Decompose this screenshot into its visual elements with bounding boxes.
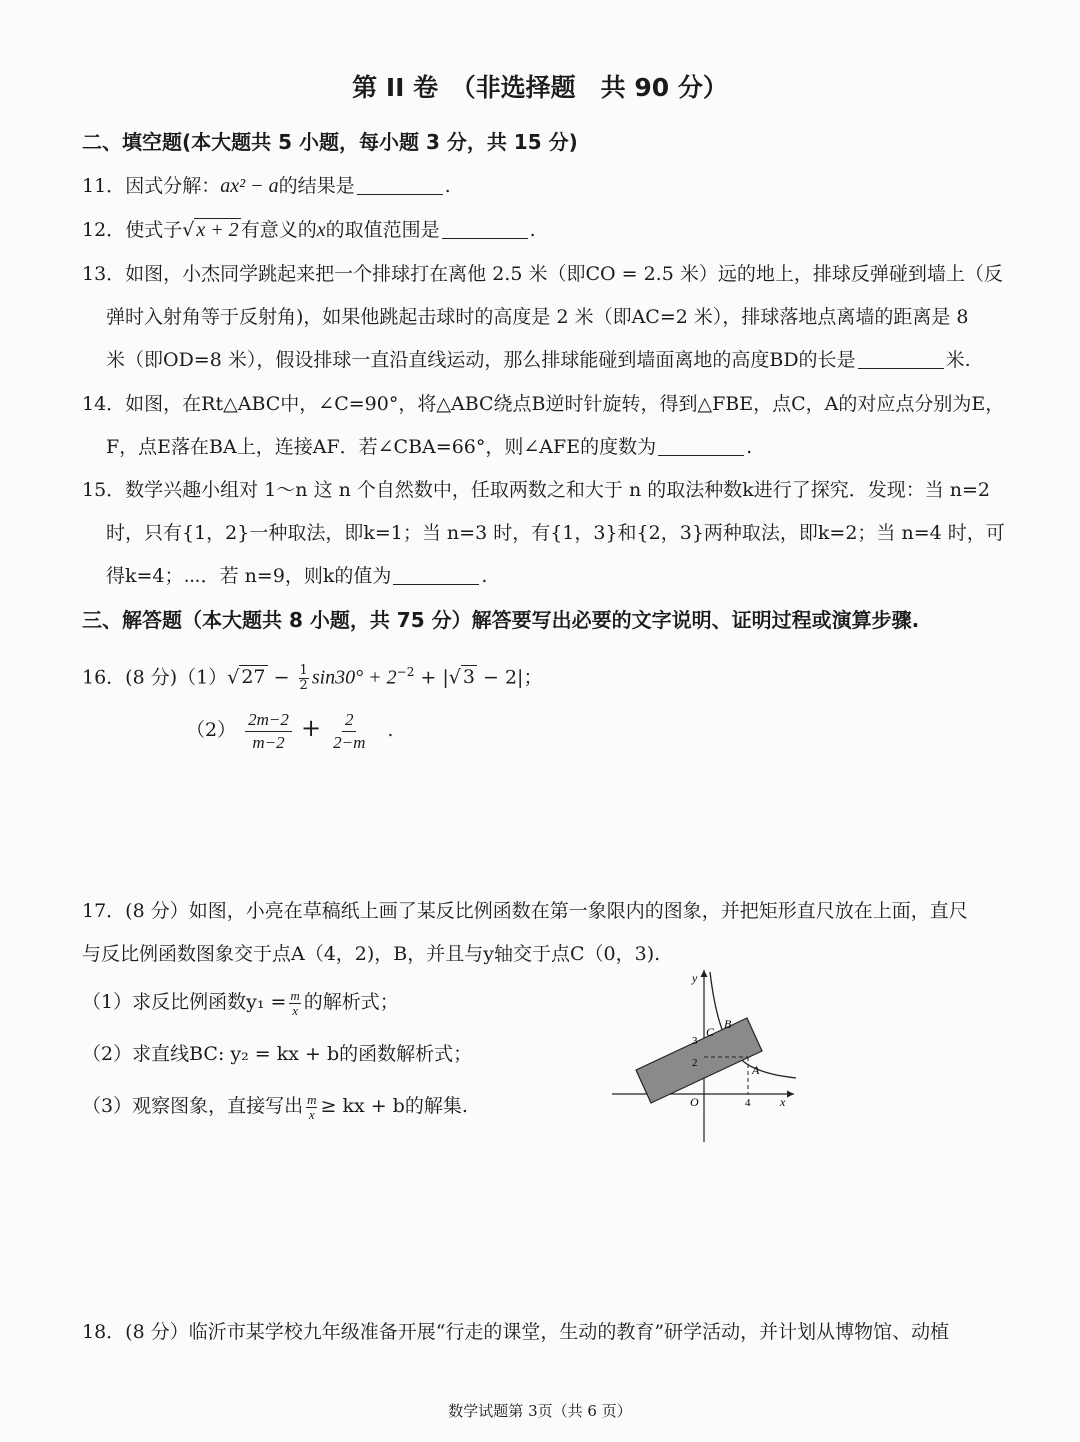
q16-half-num: 1 bbox=[299, 662, 308, 678]
q14-line-2 bbox=[106, 435, 752, 459]
q18-line-1: 18．(8 分）临沂市某学校九年级准备开展“行走的课堂，生动的教育”研学活动，并计划从博物馆、动植 bbox=[82, 1321, 950, 1343]
q16-part-1 bbox=[82, 652, 542, 696]
q16-minus: − bbox=[273, 666, 290, 689]
page-footer: 数学试题第 3页（共 6 页） bbox=[448, 1402, 632, 1420]
label-x: x bbox=[780, 1095, 786, 1109]
q15-line-3-text: 得k=4；⋯．若 n=9，则k的值为 bbox=[106, 565, 392, 587]
q13-line-3 bbox=[106, 348, 971, 372]
q11-expression: ax² − a bbox=[220, 175, 279, 197]
ruler-rectangle bbox=[636, 1018, 762, 1103]
q17-s3-num: m bbox=[307, 1091, 317, 1107]
q16-f2-num: 2 bbox=[342, 709, 357, 732]
q16-f2-den: 2−m bbox=[333, 732, 366, 752]
q13-answer-blank[interactable] bbox=[858, 350, 944, 369]
tick-4: 4 bbox=[745, 1097, 751, 1109]
q17-s3-fraction bbox=[306, 1093, 317, 1122]
q16-abs-close: − 2|； bbox=[476, 666, 543, 689]
q14-line-1: 14．如图，在Rt△ABC中，∠C=90°，将△ABC绕点B逆时针旋转，得到△FBE，点C，A的对应点分别为E， bbox=[82, 393, 1005, 415]
q13-line-2: 弹时入射角等于反射角)，如果他跳起击球时的高度是 2 米（即AC=2 米），排球落地点离墙的距离是 8 bbox=[106, 306, 969, 328]
q14-line-2-text: F，点E落在BA上，连接AF．若∠CBA=66°，则∠AFE的度数为 bbox=[106, 436, 657, 458]
q12-suffix: 的取值范围是 bbox=[325, 219, 440, 241]
q12-radicand: x + 2 bbox=[196, 219, 239, 241]
q16-f1-den: m−2 bbox=[252, 732, 285, 752]
tick-2: 2 bbox=[692, 1057, 698, 1069]
q17-sub-3 bbox=[82, 1090, 468, 1126]
sqrt-symbol: √ bbox=[182, 219, 195, 241]
q17-s1-pre: （1）求反比例函数y₁ = bbox=[82, 991, 287, 1013]
label-a: A bbox=[752, 1063, 760, 1077]
q16-part-2-label: （2） bbox=[186, 719, 237, 741]
q16-fraction-1 bbox=[245, 709, 292, 754]
q16-half-den: 2 bbox=[299, 677, 308, 693]
q16-part-2 bbox=[186, 704, 393, 756]
q16-fraction-2 bbox=[330, 709, 368, 754]
q11-prefix: 因式分解： bbox=[125, 175, 221, 197]
q16-half-fraction bbox=[299, 664, 309, 693]
q12-end: . bbox=[529, 219, 536, 241]
q15-answer-blank[interactable] bbox=[393, 566, 479, 585]
question-11 bbox=[82, 174, 451, 198]
q15-line-3 bbox=[106, 564, 487, 588]
q17-sub-1 bbox=[82, 986, 399, 1022]
q15-line-2: 时，只有{1，2}一种取法，即k=1；当 n=3 时，有{1，3}和{2，3}两种取法，即k=2；当 n=4 时，可 bbox=[106, 522, 1005, 544]
q17-figure bbox=[608, 962, 808, 1146]
label-c: C bbox=[706, 1025, 715, 1039]
question-12 bbox=[82, 218, 536, 242]
q15-line-1: 15．数学兴趣小组对 1～n 这 n 个自然数中，任取两数之和大于 n 的取法种数k进行了探究．发现：当 n=2 bbox=[82, 479, 991, 501]
q16-abs-sqrt: 3 bbox=[462, 666, 475, 689]
q17-s1-num: m bbox=[290, 987, 300, 1003]
q17-line-2: 与反比例函数图象交于点A（4，2)，B，并且与y轴交于点C（0，3). bbox=[82, 943, 661, 965]
label-origin: O bbox=[690, 1095, 699, 1109]
q12-number: 12． bbox=[82, 219, 126, 241]
q17-s1-post: 的解析式； bbox=[303, 991, 399, 1013]
q11-answer-blank[interactable] bbox=[357, 176, 443, 195]
q13-line-3-text: 米（即OD=8 米），假设排球一直沿直线运动，那么排球能碰到墙面离地的高度BD的长是 bbox=[106, 349, 856, 371]
label-y: y bbox=[692, 971, 698, 985]
q16-end: . bbox=[387, 719, 394, 741]
sqrt-symbol: √ bbox=[227, 666, 240, 689]
q16-plus: + bbox=[300, 714, 322, 742]
section-3-heading: 三、解答题（本大题共 8 小题，共 75 分）解答要写出必要的文字说明、证明过程或演算步骤. bbox=[82, 608, 920, 632]
q14-end: . bbox=[746, 436, 753, 458]
q17-s3-post: ≥ kx + b的解集. bbox=[320, 1095, 468, 1117]
q17-s3-pre: （3）观察图象，直接写出 bbox=[82, 1095, 304, 1117]
q15-end: . bbox=[481, 565, 488, 587]
q16-abs-open: + | bbox=[414, 666, 449, 689]
q16-exponent: −2 bbox=[396, 665, 415, 679]
q14-answer-blank[interactable] bbox=[658, 437, 744, 456]
sqrt-symbol: √ bbox=[448, 666, 461, 689]
q11-suffix: 的结果是 bbox=[278, 175, 355, 197]
section-2-heading: 二、填空题(本大题共 5 小题，每小题 3 分，共 15 分) bbox=[82, 130, 578, 154]
q13-line-1: 13．如图，小杰同学跳起来把一个排球打在离他 2.5 米（即CO = 2.5 米）远的地上，排球反弹碰到墙上（反 bbox=[82, 263, 1003, 285]
q12-mid: 有意义的 bbox=[240, 219, 317, 241]
q17-line-1: 17．(8 分）如图，小亮在草稿纸上画了某反比例函数在第一象限内的图象，并把矩形直尺放在上面，直尺 bbox=[82, 900, 968, 922]
q17-s1-den: x bbox=[292, 1002, 298, 1018]
q16-sin-term: sin30° + 2 bbox=[311, 666, 397, 689]
q11-number: 11． bbox=[82, 175, 126, 197]
q12-answer-blank[interactable] bbox=[442, 220, 528, 239]
q17-s1-fraction bbox=[289, 989, 300, 1018]
tick-3: 3 bbox=[692, 1035, 698, 1047]
q12-prefix: 使式子 bbox=[125, 219, 183, 241]
q16-lead: 16．(8 分)（1） bbox=[82, 666, 228, 689]
q13-end: 米. bbox=[945, 349, 971, 371]
q11-end: . bbox=[444, 175, 451, 197]
q16-sqrt-arg: 27 bbox=[241, 666, 266, 689]
page-title: 第 II 卷 （非选择题 共 90 分） bbox=[352, 73, 728, 102]
q17-s3-den: x bbox=[308, 1106, 315, 1122]
label-b: B bbox=[724, 1017, 732, 1031]
q16-f1-num: 2m−2 bbox=[245, 709, 292, 732]
q12-var: x bbox=[316, 219, 326, 241]
q17-sub-2: （2）求直线BC: y₂ = kx + b的函数解析式； bbox=[82, 1043, 473, 1065]
